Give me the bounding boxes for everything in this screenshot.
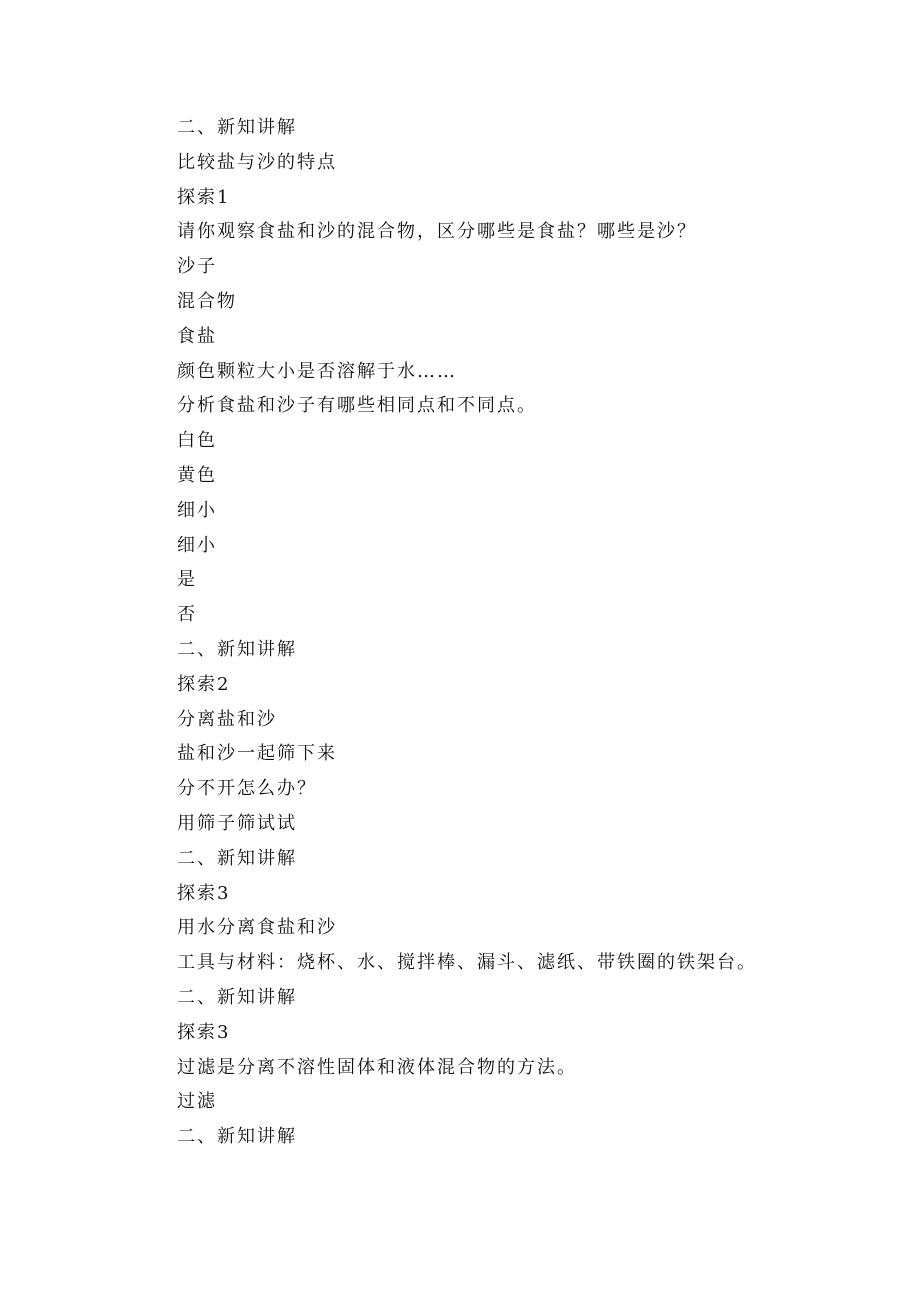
text-line: 食盐 xyxy=(177,325,217,347)
section-heading: 二、新知讲解 xyxy=(177,847,297,869)
text-line: 否 xyxy=(177,604,197,626)
text-line: 过滤 xyxy=(177,1091,217,1113)
text-line: 分离盐和沙 xyxy=(177,708,277,730)
text-line: 工具与材料：烧杯、水、搅拌棒、漏斗、滤纸、带铁圈的铁架台。 xyxy=(177,952,757,974)
exploration-label: 探索2 xyxy=(177,673,231,695)
text-line: 过滤是分离不溶性固体和液体混合物的方法。 xyxy=(177,1056,577,1078)
text-line: 细小 xyxy=(177,499,217,521)
section-heading: 二、新知讲解 xyxy=(177,638,297,660)
exploration-label: 探索3 xyxy=(177,882,231,904)
text-line: 分析食盐和沙子有哪些相同点和不同点。 xyxy=(177,395,537,417)
text-line: 用水分离食盐和沙 xyxy=(177,917,337,939)
document-body xyxy=(177,111,877,1155)
text-line: 沙子 xyxy=(177,256,217,278)
text-line: 请你观察食盐和沙的混合物，区分哪些是食盐？哪些是沙？ xyxy=(177,221,697,243)
text-line: 是 xyxy=(177,569,197,591)
text-line: 混合物 xyxy=(177,290,237,312)
text-line: 盐和沙一起筛下来 xyxy=(177,743,337,765)
exploration-label: 探索3 xyxy=(177,1021,231,1043)
exploration-label: 探索1 xyxy=(177,186,231,208)
section-heading: 二、新知讲解 xyxy=(177,117,297,138)
text-line: 黄色 xyxy=(177,464,217,486)
text-line: 用筛子筛试试 xyxy=(177,812,297,834)
section-heading: 二、新知讲解 xyxy=(177,986,297,1008)
text-line: 白色 xyxy=(177,430,217,452)
text-line: 分不开怎么办？ xyxy=(177,778,317,800)
topic-title: 比较盐与沙的特点 xyxy=(177,151,337,173)
text-line: 颜色颗粒大小是否溶解于水…… xyxy=(177,360,457,382)
text-line: 细小 xyxy=(177,534,217,556)
section-heading: 二、新知讲解 xyxy=(177,1126,297,1148)
